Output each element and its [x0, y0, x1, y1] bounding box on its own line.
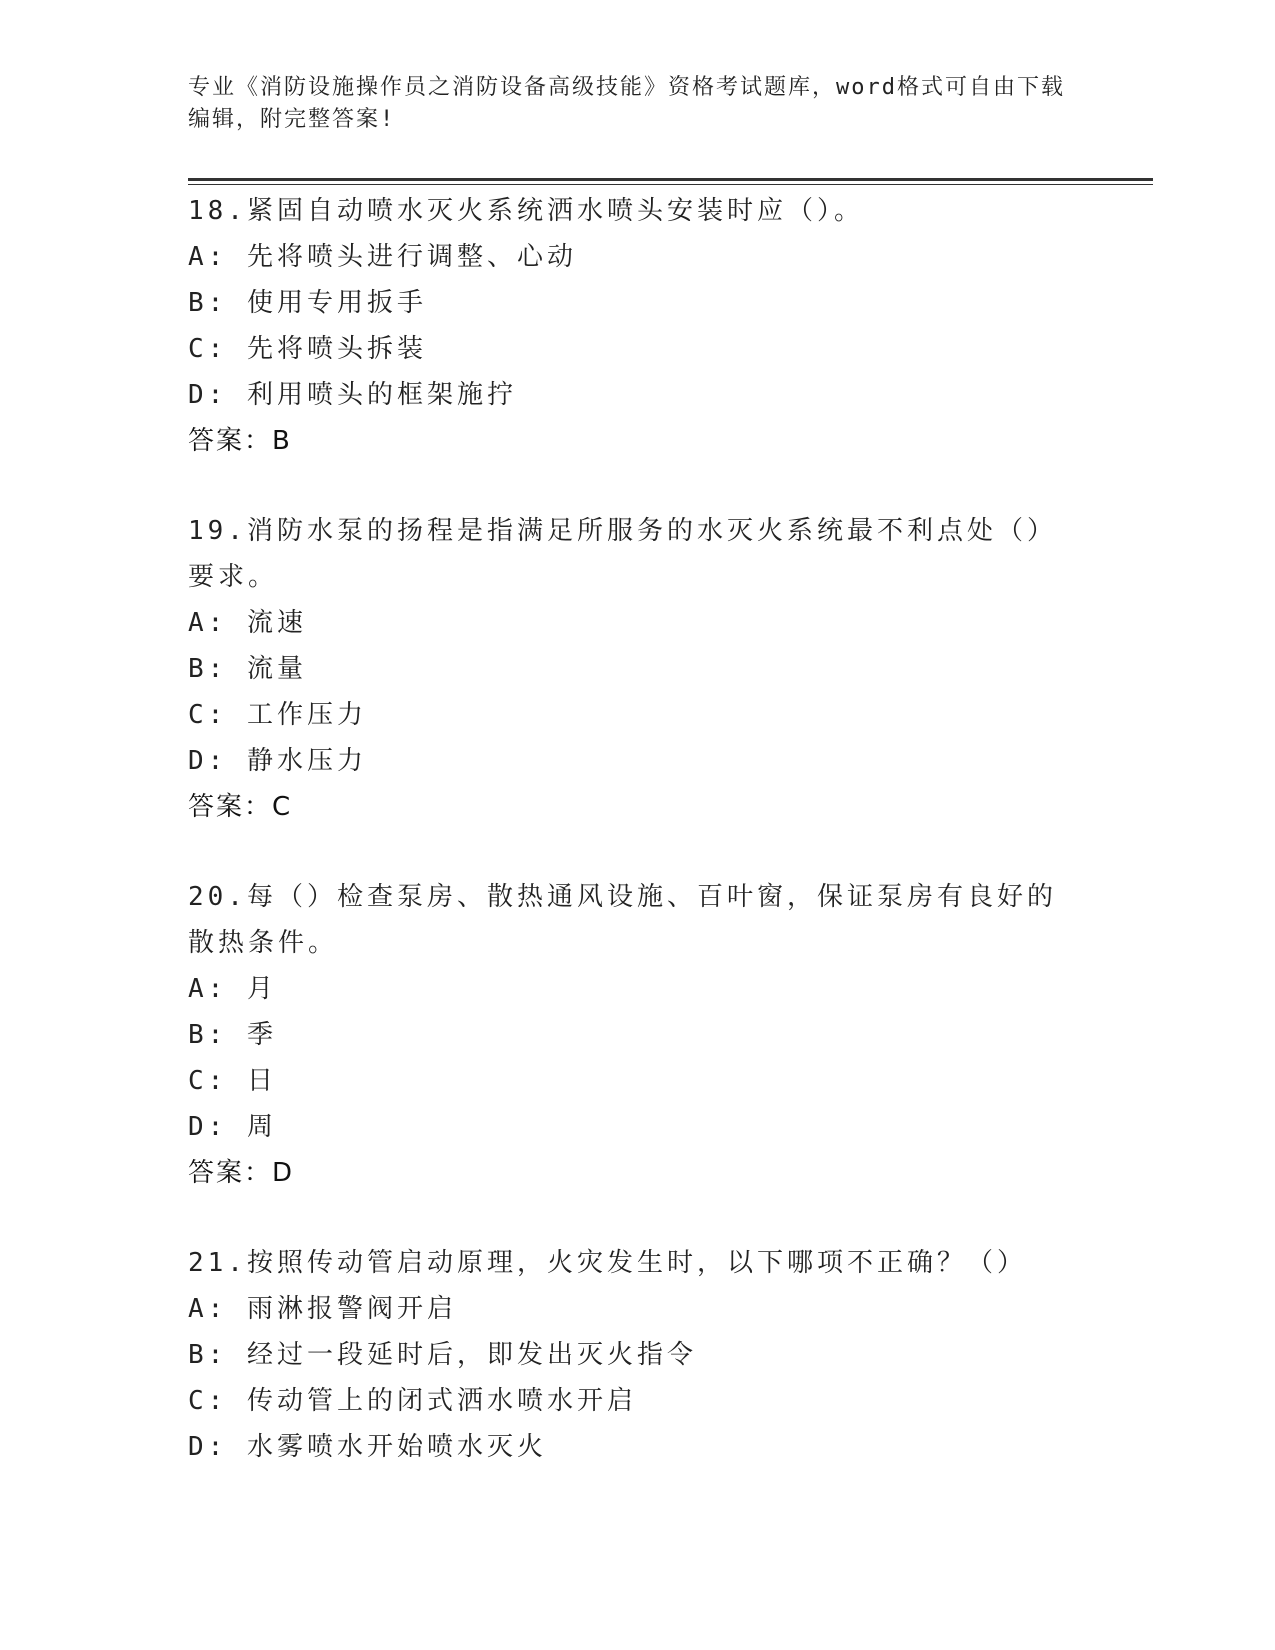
option-a: A: 雨淋报警阀开启 [188, 1294, 457, 1324]
option-b: B: 经过一段延时后，即发出灭火指令 [188, 1340, 697, 1370]
option-b: B: 流量 [188, 654, 307, 684]
question-stem: 20.每（）检查泵房、散热通风设施、百叶窗，保证泵房有良好的散热条件。 [188, 882, 1057, 958]
option-c: C: 工作压力 [188, 700, 367, 730]
option-a: A: 流速 [188, 608, 307, 638]
option-c: C: 传动管上的闭式洒水喷水开启 [188, 1386, 637, 1416]
option-c: C: 先将喷头拆装 [188, 334, 427, 364]
question-stem: 19.消防水泵的扬程是指满足所服务的水灭火系统最不利点处（）要求。 [188, 516, 1057, 592]
header-divider-thick [188, 178, 1153, 181]
answer-line: 答案：D [188, 1158, 295, 1188]
option-d: D: 利用喷头的框架施拧 [188, 380, 517, 410]
option-b: B: 季 [188, 1020, 277, 1050]
option-b: B: 使用专用扳手 [188, 288, 427, 318]
document-header: 专业《消防设施操作员之消防设备高级技能》资格考试题库，word格式可自由下载编辑，附完整答案! [188, 75, 1065, 132]
option-d: D: 水雾喷水开始喷水灭火 [188, 1432, 547, 1462]
question-18 [188, 188, 1078, 464]
option-d: D: 静水压力 [188, 746, 367, 776]
option-d: D: 周 [188, 1112, 277, 1142]
question-stem: 21.按照传动管启动原理，火灾发生时，以下哪项不正确？（） [188, 1248, 1027, 1278]
question-21 [188, 1240, 1078, 1470]
question-stem: 18.紧固自动喷水灭火系统洒水喷头安装时应（）。 [188, 196, 864, 226]
option-c: C: 日 [188, 1066, 277, 1096]
answer-line: 答案：C [188, 792, 293, 822]
question-list [188, 188, 1078, 1514]
header-divider-thin [188, 184, 1153, 185]
option-a: A: 先将喷头进行调整、心动 [188, 242, 577, 272]
option-a: A: 月 [188, 974, 277, 1004]
question-19 [188, 508, 1078, 830]
answer-line: 答案：B [188, 426, 292, 456]
question-20 [188, 874, 1078, 1196]
